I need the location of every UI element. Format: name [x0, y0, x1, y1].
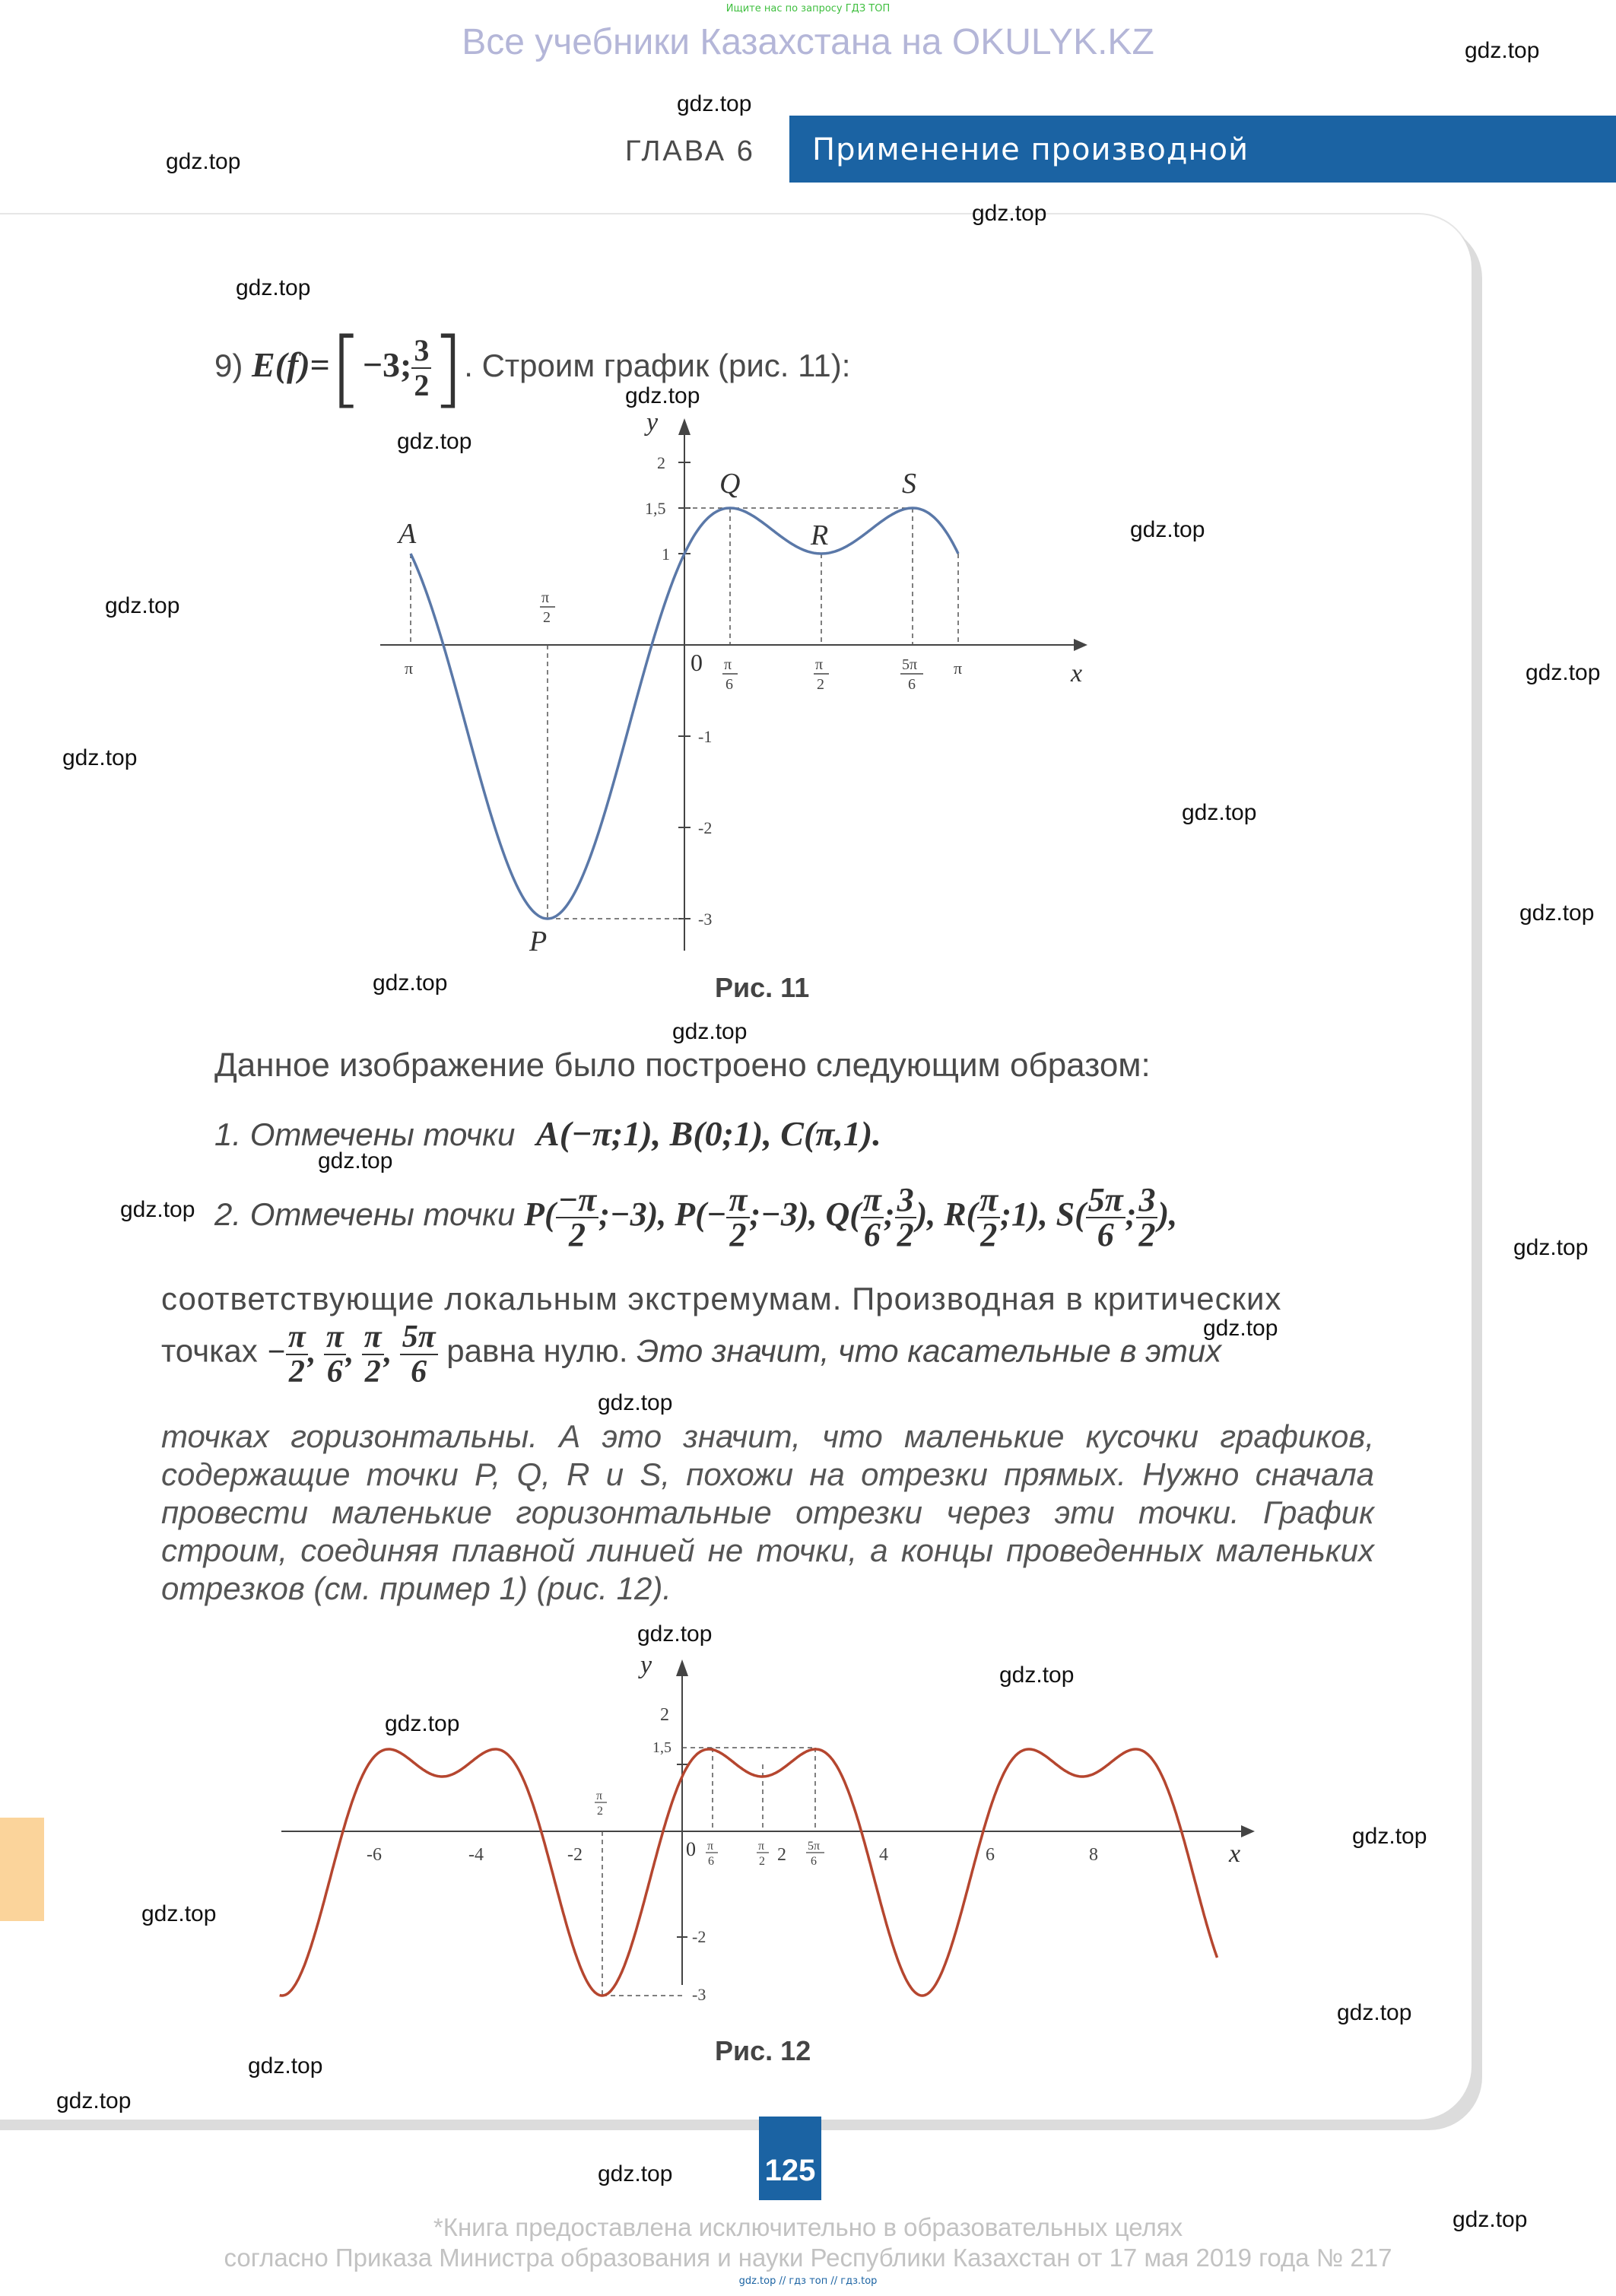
fig11-label-A: A — [398, 518, 417, 550]
footer-line-1: *Книга предоставлена исключительно в образовательных целях — [433, 2213, 1183, 2241]
fig12-ytick-1-5: 1,5 — [652, 1739, 671, 1756]
step-2: 2. Отмечены точки P( $\frac{-\pi}{2}$ ;−3), P(− $\frac{\pi}{2}$ ;−3), Q( $\frac{\pi}{6}$ ; $\frac{3}{2}$ ), R( $\frac{\pi}{2}$ ;1), S( $\frac{5\pi}{6}$ ; $\frac{3}{2}$ ), — [214, 1181, 1178, 1253]
fig11-xtick-pi2-d: 2 — [817, 676, 824, 693]
watermark: gdz.top — [672, 1019, 748, 1044]
watermark: gdz.top — [56, 2088, 132, 2113]
fig11-top-frac-d: 2 — [543, 609, 551, 626]
svg-text:2: 2 — [597, 1805, 603, 1818]
fig12-xtick-m6: -6 — [367, 1845, 382, 1865]
watermark: gdz.top — [598, 2161, 673, 2186]
watermark: gdz.top — [1526, 660, 1601, 685]
watermark: gdz.top — [1182, 800, 1257, 825]
watermark: gdz.top — [1513, 1235, 1589, 1260]
fig11-label-S: S — [902, 468, 916, 500]
item-9-label: 9) — [214, 348, 243, 384]
item-9-frac-den: 2 — [414, 368, 430, 402]
body-paragraph: точках горизонтальны. А это значит, что маленькие кусочки графиков, содержащие точки P, Q, R и S, похожи на отрезки прямых. Нужно сначала провести маленькие горизонтальные отрезки через эти точки. График строим, соединяя плавной линией не точки, а концы проведенных маленьких отрезков (см. пример 1) (рис. 12). — [161, 1418, 1374, 1606]
step-2-point-4: R — [944, 1196, 967, 1234]
watermark: gdz.top — [105, 593, 180, 618]
fig12-xtick-6: 6 — [986, 1845, 995, 1865]
watermark: gdz.top — [1352, 1824, 1427, 1849]
watermark: gdz.top — [385, 1711, 460, 1736]
item-9-frac-num: 3 — [411, 334, 431, 369]
item-9-eq: = — [310, 345, 330, 385]
fig12-xtick-m2: -2 — [567, 1845, 583, 1865]
watermark: gdz.top — [141, 1901, 217, 1926]
step-1-math: A(−π;1), B(0;1), C(π,1). — [536, 1114, 881, 1153]
watermark: gdz.top — [318, 1148, 393, 1173]
watermark: gdz.top — [972, 201, 1047, 226]
fig11-y-arrow — [678, 418, 691, 435]
fig11-ytick-m3: -3 — [698, 910, 713, 929]
watermark: gdz.top — [120, 1197, 195, 1222]
watermark: gdz.top — [637, 1621, 713, 1647]
step-1-text: 1. Отмечены точки — [214, 1116, 516, 1152]
figure-12-caption: Рис. 12 — [715, 2035, 811, 2066]
fig12-xtick-8: 8 — [1089, 1845, 1098, 1865]
footer-small: gdz.top // гдз топ // гдз.top — [738, 2275, 878, 2287]
svg-text:2: 2 — [759, 1855, 765, 1868]
svg-text:5π: 5π — [808, 1840, 821, 1853]
fig11-ytick-1-5: 1,5 — [645, 499, 666, 518]
body-line-4-c: Это значит, что касательные в этих — [637, 1332, 1222, 1369]
watermark: gdz.top — [373, 970, 448, 996]
step-2-point-3: Q — [825, 1196, 850, 1234]
fig11-label-Q: Q — [719, 468, 741, 500]
step-2-point-2: P — [675, 1196, 696, 1234]
watermark: gdz.top — [1465, 38, 1540, 63]
side-tab — [0, 1818, 44, 1921]
fig11-xtick-pi6-n: π — [724, 656, 732, 673]
fig12-y-label: y — [640, 1651, 652, 1679]
item-9: 9) E(f)=[−3; $\frac{3}{2}$ ]. Строим график (рис. 11): — [214, 319, 851, 417]
watermark: gdz.top — [999, 1662, 1075, 1688]
watermark: gdz.top — [1203, 1316, 1278, 1341]
fig12-y-arrow — [676, 1659, 688, 1676]
fig12-curve — [280, 1749, 1218, 1996]
fig12-origin: 0 — [686, 1838, 696, 1860]
fig12-x-arrow — [1241, 1825, 1255, 1837]
fig11-top-frac-n: π — [541, 589, 550, 606]
fig11-ytick-2: 2 — [657, 453, 665, 472]
fig12-xtick-4: 4 — [879, 1845, 888, 1865]
body-line-3: соответствующие локальным экстремумам. Производная в критических — [161, 1281, 1282, 1316]
svg-text:6: 6 — [708, 1855, 714, 1868]
body-line-4: точках − $\frac{\pi}{2}$ , $\frac{\pi}{6}$ , $\frac{\pi}{2}$ , $\frac{5\pi}{6}$ равна нулю. Это значит, что касательные в этих — [161, 1319, 1222, 1389]
site-title[interactable]: Все учебники Казахстана на OKULYK.KZ — [462, 22, 1154, 62]
watermark: gdz.top — [166, 149, 241, 174]
watermark: gdz.top — [248, 2053, 323, 2078]
fig11-xtick-pi2-n: π — [815, 656, 824, 673]
fig12-ytick-2: 2 — [660, 1705, 669, 1725]
item-9-lhs: E(f) — [252, 345, 310, 385]
watermark: gdz.top — [625, 383, 700, 408]
footer-line-2: согласно Приказа Министра образования и науки Республики Казахстан от 17 мая 2019 года № 217 — [224, 2244, 1392, 2272]
figure-11-graph — [365, 403, 1125, 966]
watermark: gdz.top — [236, 275, 311, 300]
fig12-xtick-2: 2 — [777, 1845, 786, 1865]
watermark: gdz.top — [62, 745, 138, 770]
fig11-x-label: x — [1071, 659, 1083, 688]
svg-text:π: π — [707, 1840, 714, 1853]
fig12-ytick-m2: -2 — [692, 1927, 706, 1946]
body-line-4-a: точках — [161, 1332, 258, 1369]
svg-text:π: π — [596, 1789, 603, 1802]
fig11-ytick-1: 1 — [662, 545, 670, 564]
fig11-label-R: R — [811, 519, 829, 551]
fig11-xtick-5pi6-n: 5π — [902, 656, 918, 673]
fig12-ytick-m3: -3 — [692, 1985, 706, 2004]
fig11-ytick-m2: -2 — [698, 818, 713, 837]
body-line-4-b: равна нулю. — [446, 1332, 628, 1369]
chapter-label: ГЛАВА 6 — [625, 135, 755, 167]
fig11-label-P: P — [529, 926, 548, 957]
step-2-point-5: S — [1056, 1196, 1075, 1234]
svg-text:6: 6 — [811, 1855, 817, 1868]
watermark: gdz.top — [677, 91, 752, 116]
intro-text: Данное изображение было построено следующим образом: — [214, 1046, 1151, 1084]
watermark: gdz.top — [1519, 900, 1595, 926]
fig11-ytick-m1: -1 — [698, 727, 713, 746]
watermark: gdz.top — [1130, 517, 1205, 542]
step-1 — [214, 1113, 881, 1154]
figure-11-caption: Рис. 11 — [715, 972, 810, 1003]
fig11-xtick-pi6-d: 6 — [725, 676, 733, 693]
fig11-y-label: y — [646, 408, 659, 437]
item-9-interval-a: −3; — [362, 345, 412, 385]
chapter-title: Применение производной — [812, 132, 1249, 167]
svg-text:π: π — [758, 1840, 765, 1853]
fig11-xtick-mpi: π — [405, 659, 414, 678]
fig11-x-arrow — [1074, 639, 1087, 651]
top-note: Ищите нас по запросу ГДЗ ТОП — [725, 3, 891, 14]
watermark: gdz.top — [397, 429, 472, 454]
figure-12-graph — [266, 1650, 1270, 2008]
item-9-text: . Строим график (рис. 11): — [464, 348, 851, 384]
step-2-point-1: P — [524, 1196, 544, 1234]
step-2-text: 2. Отмечены точки — [214, 1196, 516, 1233]
fig11-xtick-pi: π — [954, 659, 963, 678]
fig11-origin: 0 — [691, 649, 703, 676]
fig12-xtick-m4: -4 — [468, 1845, 484, 1865]
fig11-xtick-5pi6-d: 6 — [908, 676, 916, 693]
page-number: 125 — [764, 2154, 816, 2187]
watermark: gdz.top — [598, 1390, 673, 1415]
watermark: gdz.top — [1337, 2000, 1412, 2025]
fig12-x-label: x — [1229, 1840, 1241, 1868]
watermark: gdz.top — [1452, 2207, 1528, 2232]
